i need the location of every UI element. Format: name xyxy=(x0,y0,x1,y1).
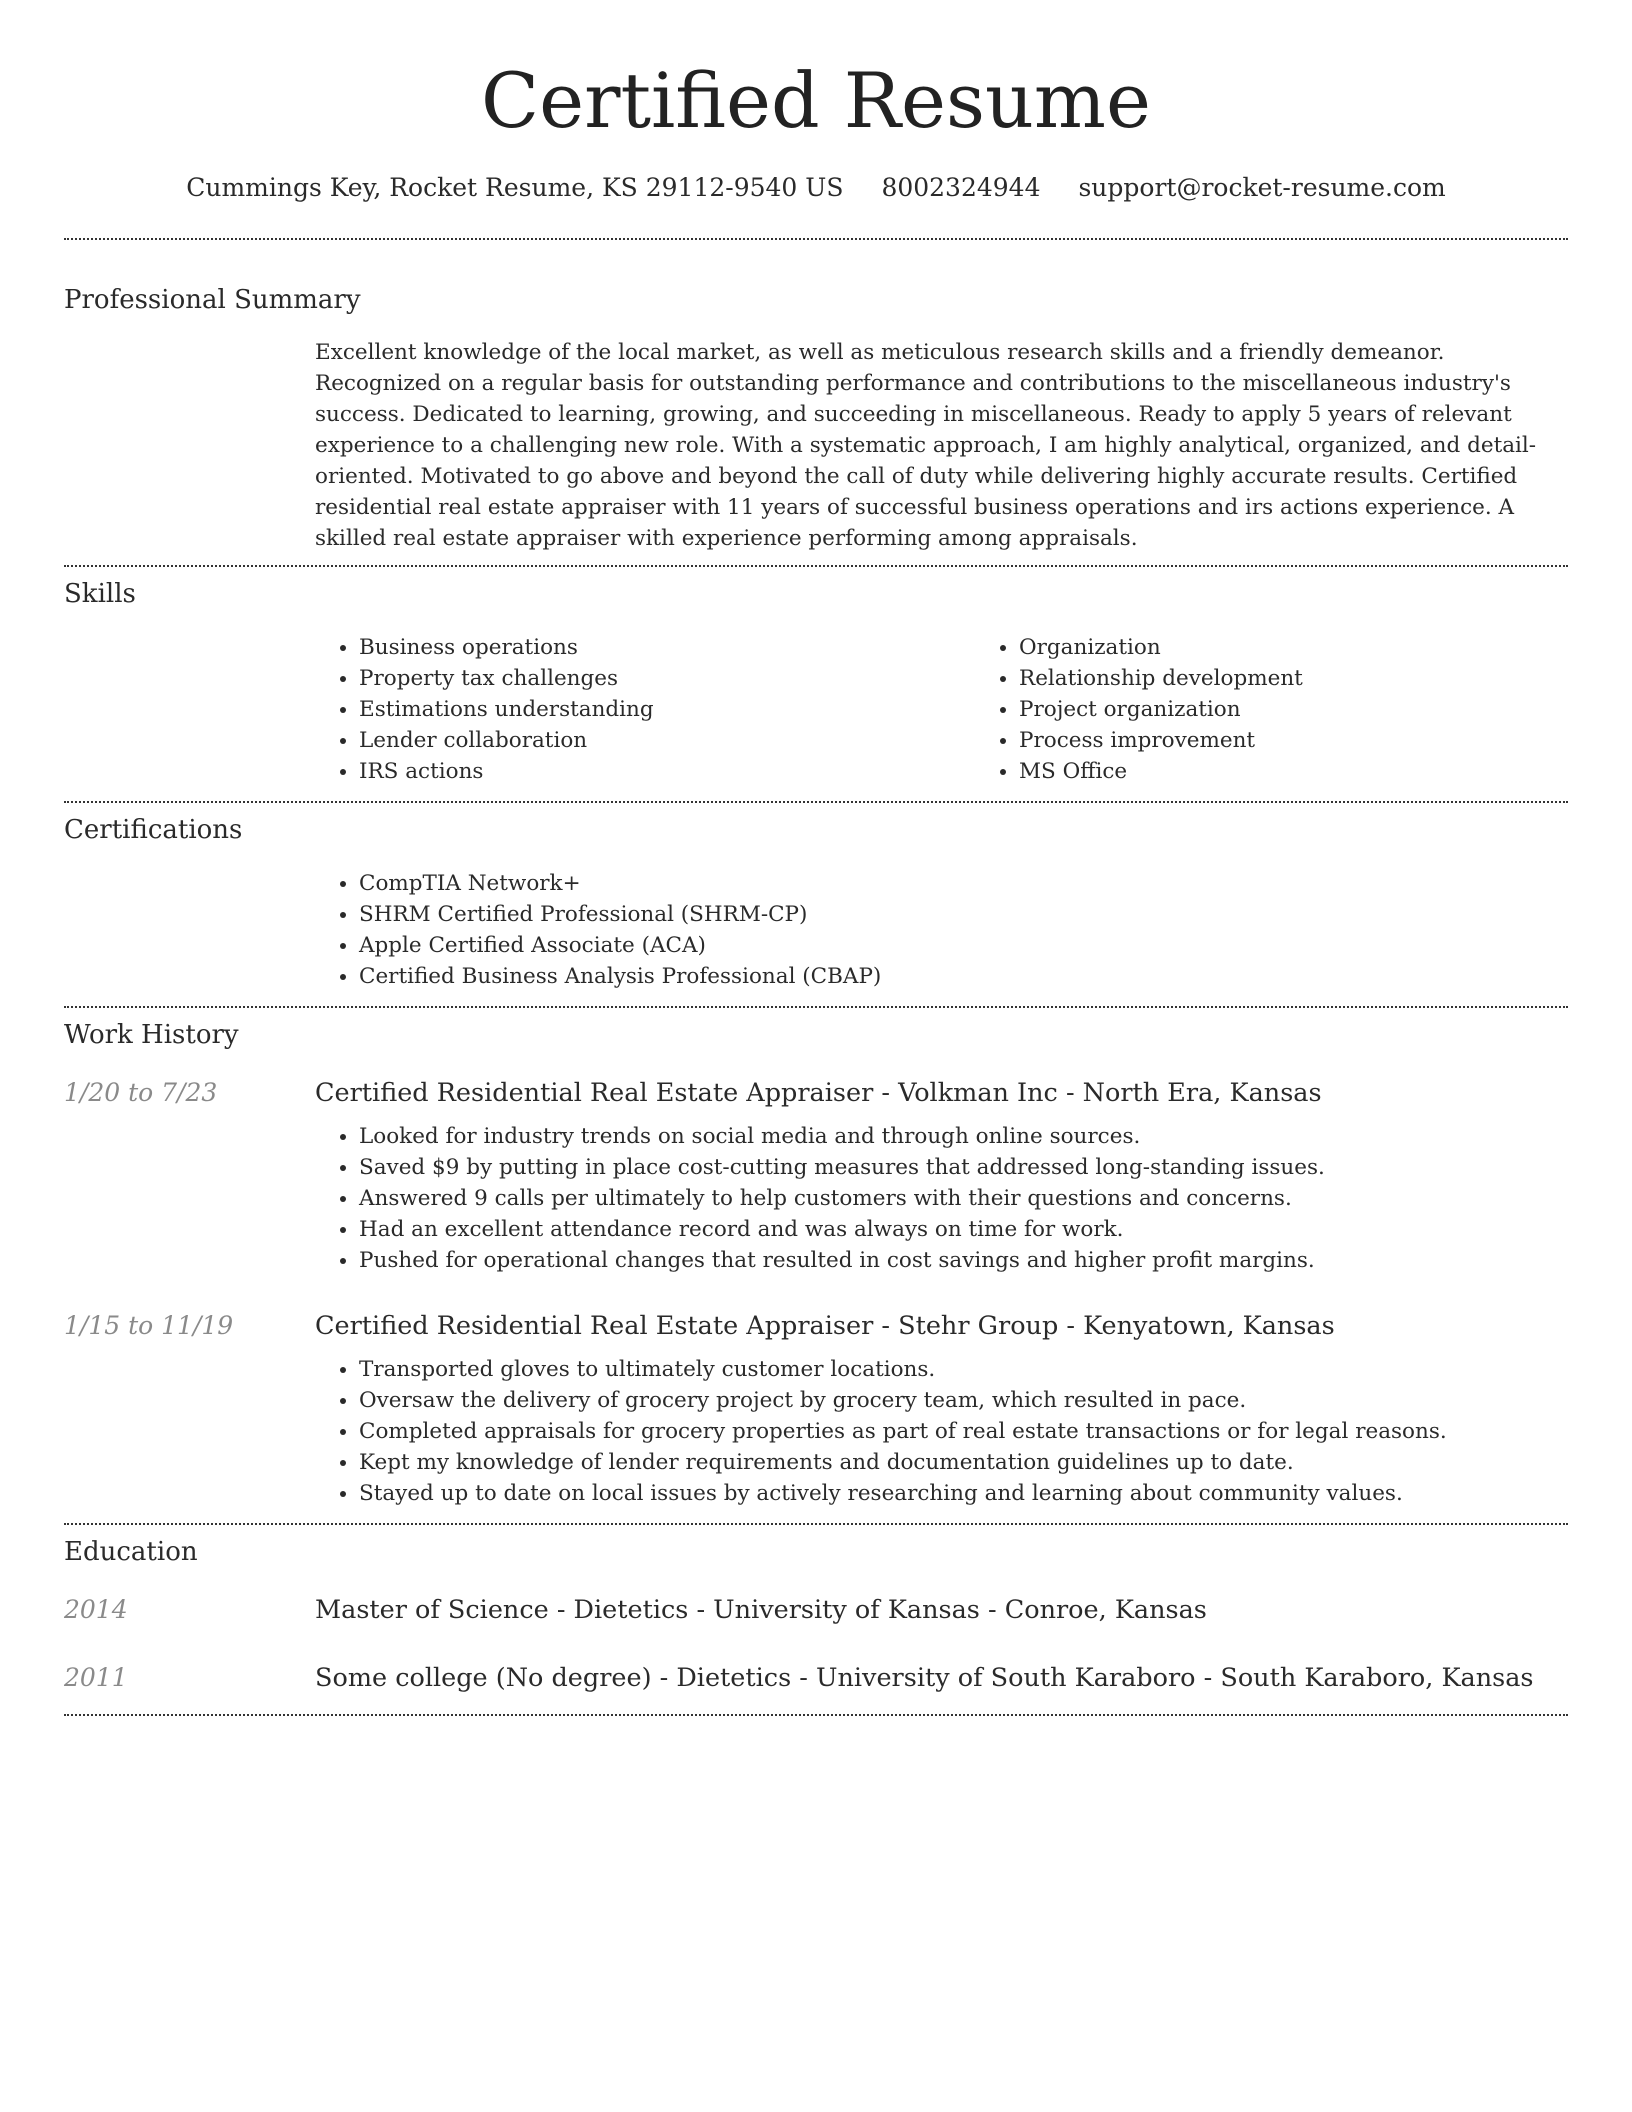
job-bullet: • Oversaw the delivery of grocery project by grocery team, which resulted in pace. xyxy=(359,1385,1568,1416)
skill-item: • Estimations understanding xyxy=(359,694,975,725)
contact-email: support@rocket-resume.com xyxy=(1078,173,1446,202)
education-title: Some college (No degree) - Dietetics - University of South Karaboro - South Karaboro, Kansas xyxy=(315,1663,1534,1693)
job-entry xyxy=(64,1077,1568,1276)
job-bullet: • Had an excellent attendance record and was always on time for work. xyxy=(359,1214,1568,1245)
job-dates: 1/20 to 7/23 xyxy=(64,1078,218,1107)
skill-item: • Property tax challenges xyxy=(359,663,975,694)
education-entry xyxy=(64,1594,1568,1626)
education-heading: Education xyxy=(64,1537,198,1567)
job-bullet: • Saved $9 by putting in place cost-cutting measures that addressed long-standing issues. xyxy=(359,1152,1568,1183)
certification-item: • Apple Certified Associate (ACA) xyxy=(359,930,1568,961)
skill-item: • Relationship development xyxy=(1019,663,1632,694)
divider xyxy=(64,801,1568,803)
skill-item: • Business operations xyxy=(359,632,975,663)
education-title: Master of Science - Dietetics - University of Kansas - Conroe, Kansas xyxy=(315,1595,1207,1625)
job-entry xyxy=(64,1310,1568,1509)
skills-heading: Skills xyxy=(64,579,136,609)
resume-name: Certified Resume xyxy=(481,56,1151,145)
education-entry xyxy=(64,1662,1568,1694)
job-bullet: • Looked for industry trends on social media and through online sources. xyxy=(359,1121,1568,1152)
education-year: 2014 xyxy=(64,1595,128,1624)
skill-item: • Project organization xyxy=(1019,694,1632,725)
job-bullet: • Kept my knowledge of lender requirements and documentation guidelines up to date. xyxy=(359,1447,1568,1478)
skill-item: • Organization xyxy=(1019,632,1632,663)
contact-phone: 8002324944 xyxy=(881,173,1041,202)
certifications-list xyxy=(315,868,1568,992)
job-title: Certified Residential Real Estate Appraiser - Stehr Group - Kenyatown, Kansas xyxy=(315,1311,1335,1341)
job-bullets xyxy=(315,1354,1568,1509)
certification-item: • SHRM Certified Professional (SHRM-CP) xyxy=(359,899,1568,930)
summary-heading: Professional Summary xyxy=(64,285,361,315)
job-bullet: • Pushed for operational changes that resulted in cost savings and higher profit margins. xyxy=(359,1245,1568,1276)
work-heading: Work History xyxy=(64,1020,239,1050)
divider xyxy=(64,1523,1568,1525)
contact-address: Cummings Key, Rocket Resume, KS 29112-9540 US xyxy=(186,173,844,202)
certifications-section xyxy=(64,814,1568,992)
job-dates: 1/15 to 11/19 xyxy=(64,1311,234,1340)
skill-item: • MS Office xyxy=(1019,756,1632,787)
skills-list-left xyxy=(315,632,975,787)
divider xyxy=(64,238,1568,240)
job-bullet: • Stayed up to date on local issues by actively researching and learning about community values. xyxy=(359,1478,1568,1509)
job-bullets xyxy=(315,1121,1568,1276)
divider xyxy=(64,1006,1568,1008)
skills-list-right xyxy=(975,632,1632,787)
certifications-heading: Certifications xyxy=(64,815,243,845)
job-bullet: • Answered 9 calls per ultimately to help customers with their questions and concerns. xyxy=(359,1183,1568,1214)
job-bullet: • Transported gloves to ultimately customer locations. xyxy=(359,1354,1568,1385)
divider xyxy=(64,1714,1568,1716)
certification-item: • Certified Business Analysis Professional (CBAP) xyxy=(359,961,1568,992)
skills-section xyxy=(64,578,1568,787)
education-section xyxy=(64,1536,1568,1694)
summary-section xyxy=(64,284,1568,554)
job-bullet: • Completed appraisals for grocery properties as part of real estate transactions or for legal reasons. xyxy=(359,1416,1568,1447)
contact-line xyxy=(64,172,1568,204)
summary-text: Excellent knowledge of the local market, as well as meticulous research skills and a friendly demeanor. Recognized on a regular basis for outstanding performance and contributions to the miscellaneous industry's success. Dedicated to learning, growing, and succeeding in miscellaneous. Ready to apply 5 years of relevant experience to a challenging new role. With a systematic approach, I am highly analytical, organized, and detail-oriented. Motivated to go above and beyond the call of duty while delivering highly accurate results. Certified residential real estate appraiser with 11 years of successful business operations and irs actions experience. A skilled real estate appraiser with experience performing among appraisals. xyxy=(315,340,1537,551)
divider xyxy=(64,565,1568,567)
education-year: 2011 xyxy=(64,1663,128,1692)
certification-item: • CompTIA Network+ xyxy=(359,868,1568,899)
job-title: Certified Residential Real Estate Appraiser - Volkman Inc - North Era, Kansas xyxy=(315,1078,1322,1108)
skill-item: • Process improvement xyxy=(1019,725,1632,756)
skill-item: • IRS actions xyxy=(359,756,975,787)
skill-item: • Lender collaboration xyxy=(359,725,975,756)
work-section xyxy=(64,1019,1568,1509)
